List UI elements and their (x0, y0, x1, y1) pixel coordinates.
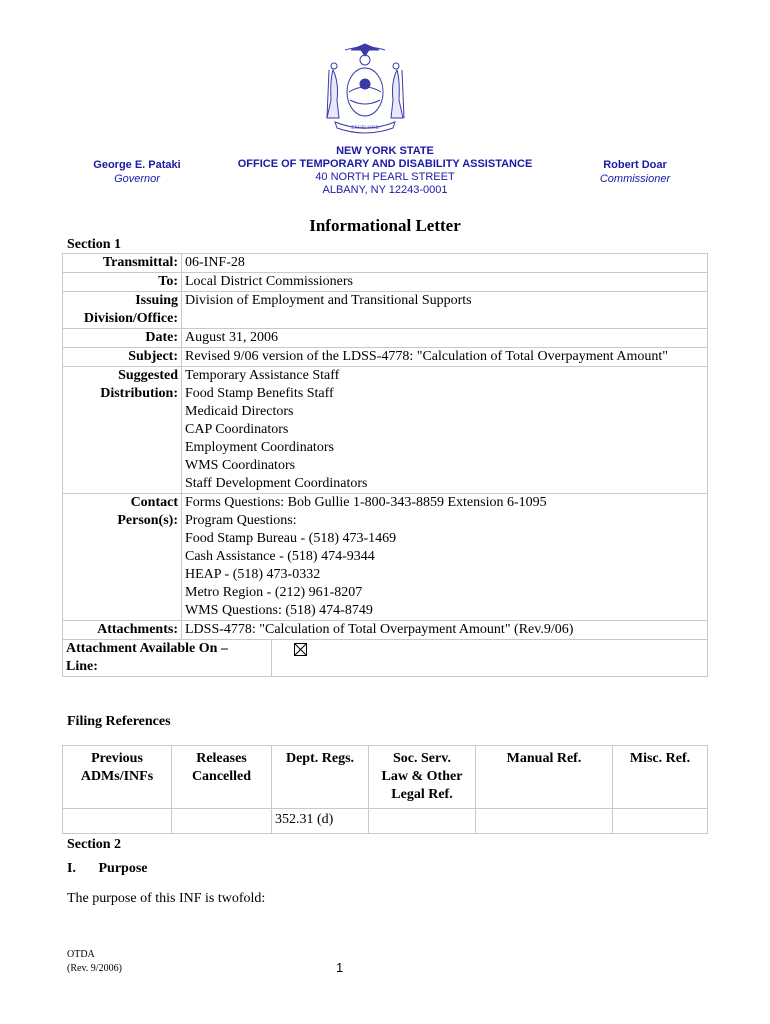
transmittal-row (63, 254, 708, 273)
table-cell (476, 809, 613, 834)
col-header-line: Soc. Serv. (393, 751, 451, 766)
to-label: To: (63, 273, 182, 292)
contact-label-line1: Contact (130, 495, 178, 510)
to-row (63, 273, 708, 292)
online-cell (63, 640, 708, 677)
list-item: Food Stamp Benefits Staff (185, 386, 334, 401)
transmittal-label: Transmittal: (63, 254, 182, 273)
list-item: CAP Coordinators (185, 422, 289, 437)
page-number: 1 (336, 960, 344, 975)
col-header-line: ADMs/INFs (80, 769, 154, 784)
purpose-title: Purpose (98, 861, 148, 876)
agency-street: 40 NORTH PEARL STREET (315, 171, 455, 183)
list-item: Cash Assistance - (518) 474-9344 (185, 549, 375, 564)
governor-title: Governor (114, 173, 160, 185)
filing-references-heading: Filing References (67, 714, 171, 729)
governor-block (72, 158, 202, 186)
issuing-value: Division of Employment and Transitional Supports (182, 292, 708, 329)
transmittal-value: 06-INF-28 (182, 254, 708, 273)
agency-city: ALBANY, NY 12243-0001 (322, 184, 448, 196)
col-manual-ref (476, 746, 613, 809)
to-value: Local District Commissioners (182, 273, 708, 292)
issuing-label-line2: Division/Office: (83, 311, 178, 326)
list-item: Program Questions: (185, 513, 297, 528)
list-item: Temporary Assistance Staff (185, 368, 340, 383)
distribution-label-line2: Distribution: (100, 386, 178, 401)
online-label-line1: Attachment Available On – (66, 641, 228, 656)
list-item: Medicaid Directors (185, 404, 294, 419)
purpose-heading (67, 861, 148, 877)
contact-row (63, 494, 708, 621)
table-cell (613, 809, 708, 834)
attachments-label: Attachments: (63, 621, 182, 640)
date-row (63, 329, 708, 348)
list-item: WMS Coordinators (185, 458, 296, 473)
list-item: Food Stamp Bureau - (518) 473-1469 (185, 531, 397, 546)
col-header-line: Dept. Regs. (285, 751, 355, 766)
filing-references-table (62, 745, 708, 834)
subject-value: Revised 9/06 version of the LDSS-4778: "Calculation of Total Overpayment Amount" (182, 348, 708, 367)
distribution-list (182, 367, 708, 494)
ny-state-seal-icon (313, 40, 417, 136)
col-header-line: Cancelled (191, 769, 252, 784)
col-header-line: Previous (91, 751, 143, 766)
section-1-heading: Section 1 (67, 237, 122, 252)
table-cell: 352.31 (d) (272, 809, 369, 834)
footer (67, 948, 122, 976)
distribution-label-line1: Suggested (118, 368, 178, 383)
list-item: HEAP - (518) 473-0332 (185, 567, 321, 582)
col-header-line: Misc. Ref. (629, 751, 691, 766)
commissioner-title: Commissioner (599, 173, 671, 185)
online-checkbox-cell (272, 640, 708, 676)
date-value: August 31, 2006 (182, 329, 708, 348)
attachments-row (63, 621, 708, 640)
purpose-number: I. (67, 861, 76, 876)
contact-list (182, 494, 708, 621)
issuing-label (63, 292, 182, 329)
distribution-row (63, 367, 708, 494)
agency-block (210, 145, 560, 197)
subject-row (63, 348, 708, 367)
commissioner-block (580, 158, 690, 186)
col-dept-regs (272, 746, 369, 809)
document-title: Informational Letter (309, 216, 461, 235)
list-item: WMS Questions: (518) 474-8749 (185, 603, 373, 618)
agency-state: NEW YORK STATE (336, 145, 434, 157)
col-header-line: Legal Ref. (391, 787, 453, 802)
col-releases (172, 746, 272, 809)
col-misc-ref (613, 746, 708, 809)
online-row (63, 640, 708, 677)
col-soc-serv (369, 746, 476, 809)
table-row (63, 809, 708, 834)
table-header-row (63, 746, 708, 809)
seal-motto: EXCELSIOR (351, 126, 379, 131)
online-label-line2: Line: (66, 659, 98, 674)
issuing-row (63, 292, 708, 329)
agency-name: OFFICE OF TEMPORARY AND DISABILITY ASSISTANCE (237, 158, 533, 170)
section-2-heading: Section 2 (67, 837, 122, 852)
footer-org: OTDA (67, 949, 95, 960)
subject-label: Subject: (63, 348, 182, 367)
list-item: Employment Coordinators (185, 440, 334, 455)
col-previous (63, 746, 172, 809)
list-item: Metro Region - (212) 961-8207 (185, 585, 363, 600)
table-cell (63, 809, 172, 834)
online-inner-table (63, 640, 707, 676)
distribution-label (63, 367, 182, 494)
list-item: Staff Development Coordinators (185, 476, 368, 491)
table-cell (172, 809, 272, 834)
transmittal-table (62, 253, 708, 677)
footer-rev: (Rev. 9/2006) (67, 963, 122, 974)
col-header-line: Manual Ref. (506, 751, 582, 766)
governor-name: George E. Pataki (93, 159, 181, 171)
date-label: Date: (63, 329, 182, 348)
table-cell (369, 809, 476, 834)
commissioner-name: Robert Doar (603, 159, 667, 171)
contact-label-line2: Person(s): (117, 513, 178, 528)
issuing-label-line1: Issuing (135, 293, 178, 308)
attachments-value: LDSS-4778: "Calculation of Total Overpayment Amount" (Rev.9/06) (182, 621, 708, 640)
col-header-line: Releases (196, 751, 247, 766)
col-header-line: Law & Other (381, 769, 463, 784)
online-checkbox[interactable] (294, 643, 307, 656)
online-label (63, 640, 272, 676)
list-item: Forms Questions: Bob Gullie 1-800-343-8859 Extension 6-1095 (185, 495, 547, 510)
contact-label (63, 494, 182, 621)
purpose-text: The purpose of this INF is twofold: (67, 891, 266, 906)
